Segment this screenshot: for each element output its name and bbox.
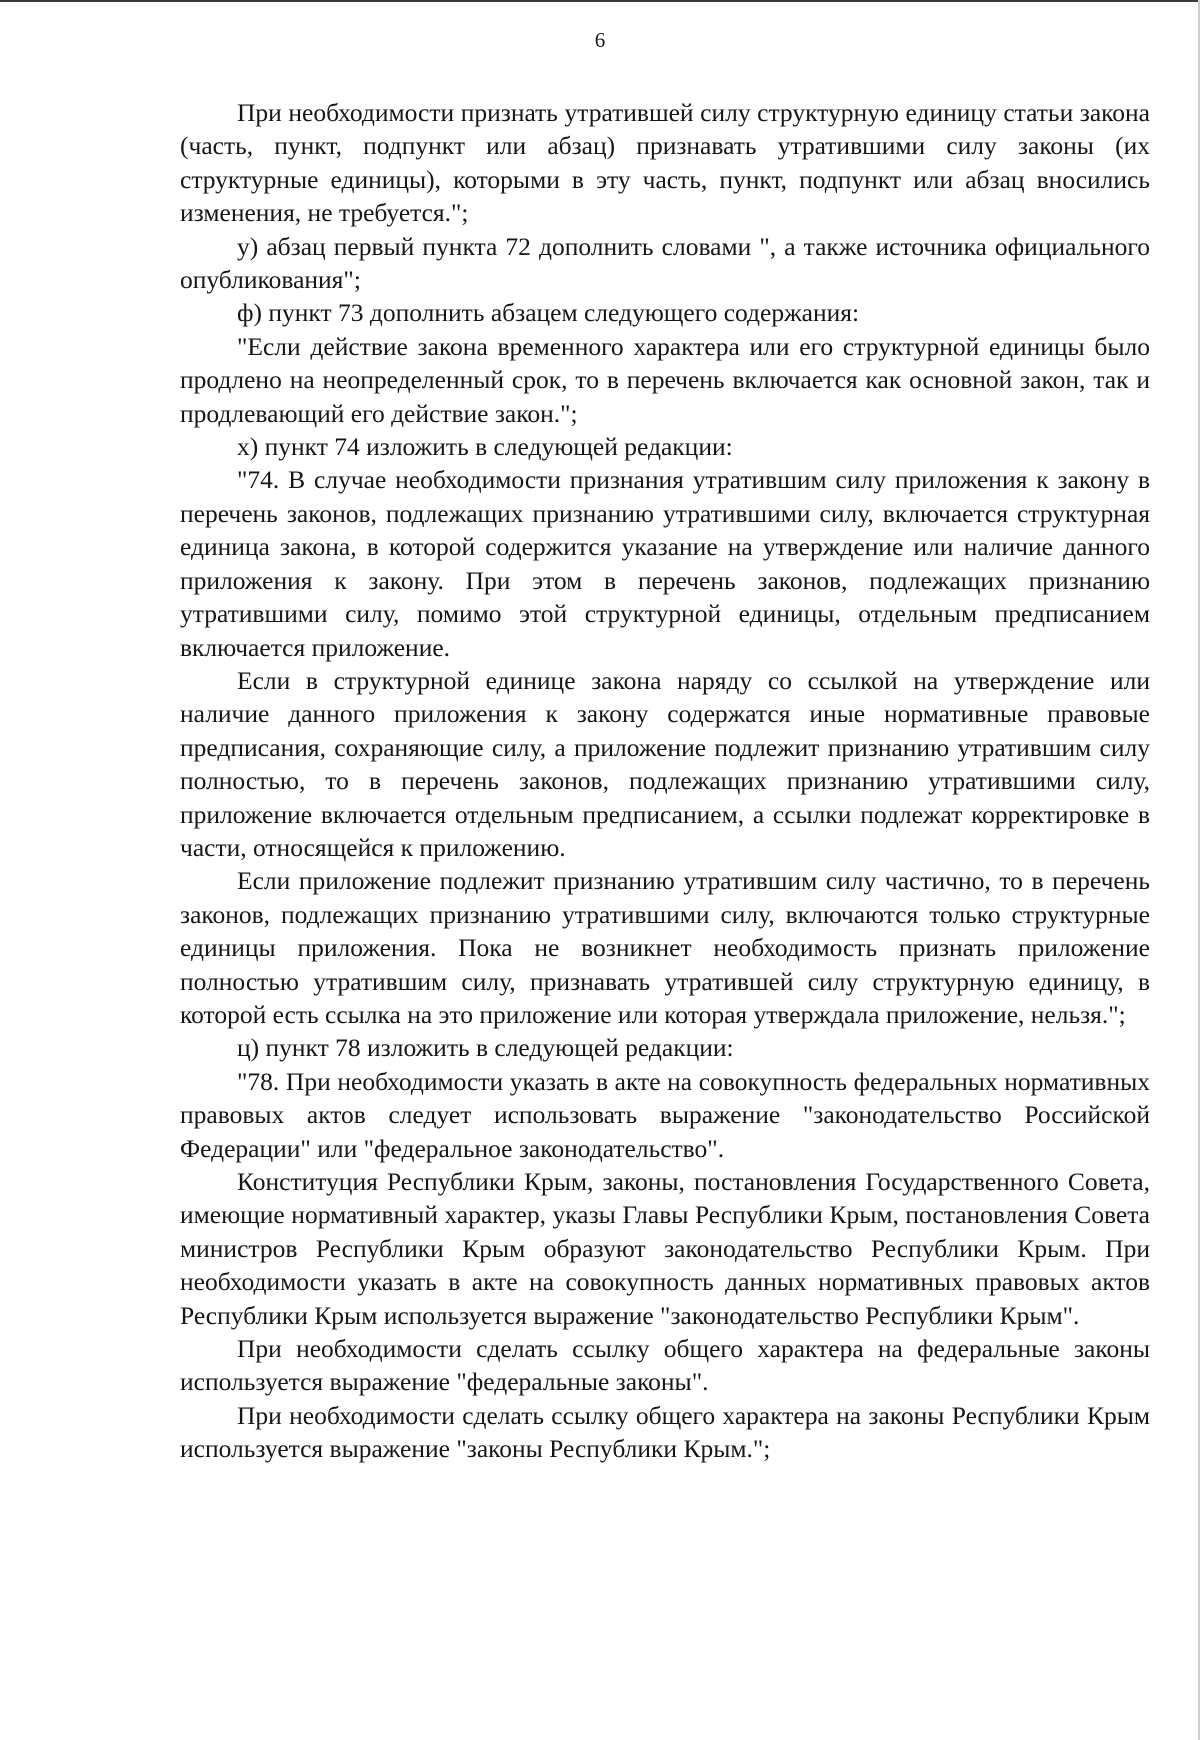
paragraph-item-ts: ц) пункт 78 изложить в следующей редакции: xyxy=(237,1033,734,1063)
paragraph-point-74-part-3: Если приложение подлежит признанию утратившим силу частично, то в перечень законов, подлежащих признанию утратившими силу, включаются только структурные единицы приложения. Пока не возникнет необходимость признать приложение полностью утратившим силу, признавать утратившей силу структурную единицу, в которой есть ссылка на это приложение или которая утверждала приложение, нельзя."; xyxy=(180,866,1150,1029)
paragraph-item-kh: х) пункт 74 изложить в следующей редакции: xyxy=(237,432,733,462)
paragraph-item-f-text: "Если действие закона временного характера или его структурной единицы было продлено на неопределенный срок, то в перечень включается как основной закон, так и продлевающий его действие закон."; xyxy=(180,331,1150,428)
paragraph-item-f: ф) пункт 73 дополнить абзацем следующего содержания: xyxy=(237,298,860,328)
paragraph-item-u: у) абзац первый пункта 72 дополнить словами ", а также источника официального опубликования"; xyxy=(180,231,1150,295)
paragraph-point-74: "74. В случае необходимости признания утратившим силу приложения к закону в перечень законов, подлежащих признанию утратившими силу, включается структурная единица закона, в которой содержится указание на утверждение или наличие данного приложения к закону. При этом в перечень законов, подлежащих признанию утратившими силу, помимо этой структурной единицы, отдельным предписанием включается приложение. xyxy=(180,465,1150,662)
scan-edge-top xyxy=(0,0,1200,2)
paragraph-closing-quote: При необходимости признать утратившей силу структурную единицу статьи закона (часть, пункт, подпункт или абзац) признавать утратившими силу законы (их структурные единицы), которыми в эту часть, пункт, подпункт или абзац вносились изменения, не требуется."; xyxy=(180,98,1150,228)
paragraph-point-78-part-3: При необходимости сделать ссылку общего характера на федеральные законы используется выражение "федеральные законы". xyxy=(180,1334,1150,1397)
page-number: 6 xyxy=(594,28,606,52)
paragraph-point-78-part-2: Конституция Республики Крым, законы, постановления Государственного Совета, имеющие нормативный характер, указы Главы Республики Крым, постановления Совета министров Республики Крым образуют законодательство Республики Крым. При необходимости указать в акте на совокупность данных нормативных правовых актов Республики Крым используется выражение "законодательство Республики Крым". xyxy=(180,1167,1150,1330)
paragraph-point-78-part-4: При необходимости сделать ссылку общего характера на законы Республики Крым используется выражение "законы Республики Крым."; xyxy=(180,1400,1150,1464)
document-body xyxy=(180,96,1150,1466)
paragraph-point-74-part-2: Если в структурной единице закона наряду со ссылкой на утверждение или наличие данного приложения к закону содержатся иные нормативные правовые предписания, сохраняющие силу, а приложение подлежит признанию утратившим силу полностью, то в перечень законов, подлежащих признанию утратившими силу, приложение включается отдельным предписанием, а ссылки подлежат корректировке в части, относящейся к приложению. xyxy=(180,665,1150,862)
paragraph-point-78: "78. При необходимости указать в акте на совокупность федеральных нормативных правовых актов следует использовать выражение "законодательство Российской Федерации" или "федеральное законодательство". xyxy=(180,1066,1150,1163)
